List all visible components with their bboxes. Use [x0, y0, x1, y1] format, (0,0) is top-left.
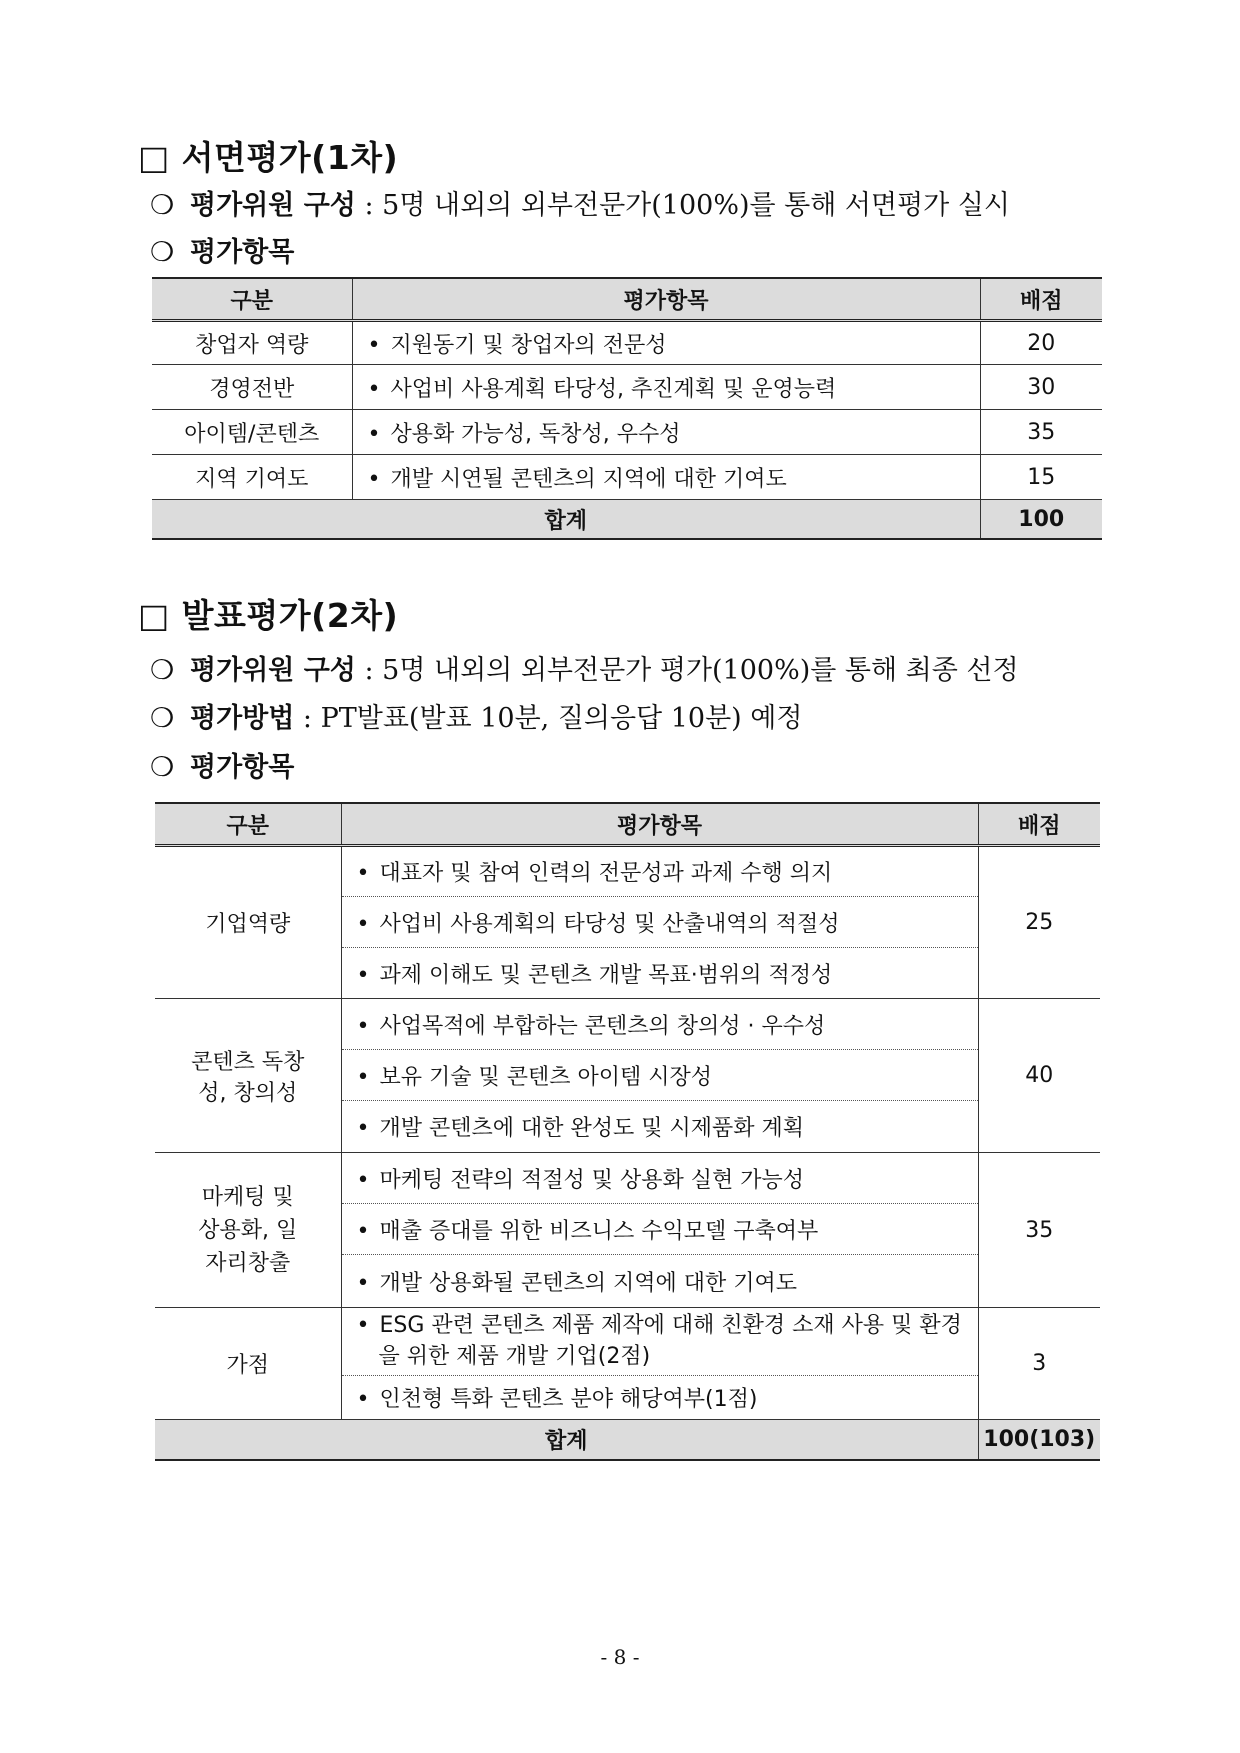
table-row: • 개발 상용화될 콘텐츠의 지역에 대한 기여도 — [155, 1255, 1100, 1308]
table-row: 지역 기여도 • 개발 시연될 콘텐츠의 지역에 대한 기여도 15 — [152, 455, 1102, 500]
table-row: 아이템/콘텐츠 • 상용화 가능성, 독창성, 우수성 35 — [152, 410, 1102, 455]
table-row: • 보유 기술 및 콘텐츠 아이템 시장성 — [155, 1050, 1100, 1101]
table-row: • 개발 콘텐츠에 대한 완성도 및 시제품화 계획 — [155, 1101, 1100, 1153]
section1-table — [152, 277, 1102, 540]
table-row: 경영전반 • 사업비 사용계획 타당성, 추진계획 및 운영능력 30 — [152, 365, 1102, 410]
section2-total-row: 합계 100(103) — [155, 1420, 1100, 1460]
table-row: • 매출 증대를 위한 비즈니스 수익모델 구축여부 — [155, 1204, 1100, 1255]
section2-table-header: 구분 평가항목 배점 — [155, 803, 1100, 846]
table-row: 창업자 역량 • 지원동기 및 창업자의 전문성 20 — [152, 321, 1102, 365]
section1-total-row: 합계 100 — [152, 500, 1102, 540]
table-row: 마케팅 및 상용화, 일자리창출 • 마케팅 전략의 적절성 및 상용화 실현 가능성 35 — [155, 1153, 1100, 1204]
table-row: 기업역량 • 대표자 및 참여 인력의 전문성과 과제 수행 의지 25 — [155, 846, 1100, 897]
section2-table — [155, 802, 1100, 1461]
table-row: 가점 • ESG 관련 콘텐츠 제품 제작에 대해 친환경 소재 사용 및 환경을 위한 제품 개발 기업(2점) 3 — [155, 1308, 1100, 1376]
table-row: • 과제 이해도 및 콘텐츠 개발 목표·범위의 적정성 — [155, 948, 1100, 999]
section1-title: □ 서면평가(1차) — [138, 138, 399, 177]
section2-line-committee: ❍ 평가위원 구성 : 5명 내외의 외부전문가 평가(100%)를 통해 최종 선정 — [150, 655, 1019, 686]
section1-table-header: 구분 평가항목 배점 — [152, 278, 1102, 321]
section2-line-method: ❍ 평가방법 : PT발표(발표 10분, 질의응답 10분) 예정 — [150, 703, 803, 734]
section2-title: □ 발표평가(2차) — [138, 596, 399, 635]
page-number: - 8 - — [600, 1645, 640, 1669]
table-row: • 사업비 사용계획의 타당성 및 산출내역의 적절성 — [155, 897, 1100, 948]
section1-line-committee: ❍ 평가위원 구성 : 5명 내외의 외부전문가(100%)를 통해 서면평가 실시 — [150, 190, 1010, 221]
table-row: 콘텐츠 독창성, 창의성 • 사업목적에 부합하는 콘텐츠의 창의성 · 우수성 40 — [155, 999, 1100, 1050]
section2-line-items: ❍ 평가항목 — [150, 752, 295, 783]
section1-line-items: ❍ 평가항목 — [150, 237, 295, 268]
table-row: • 인천형 특화 콘텐츠 분야 해당여부(1점) — [155, 1376, 1100, 1420]
